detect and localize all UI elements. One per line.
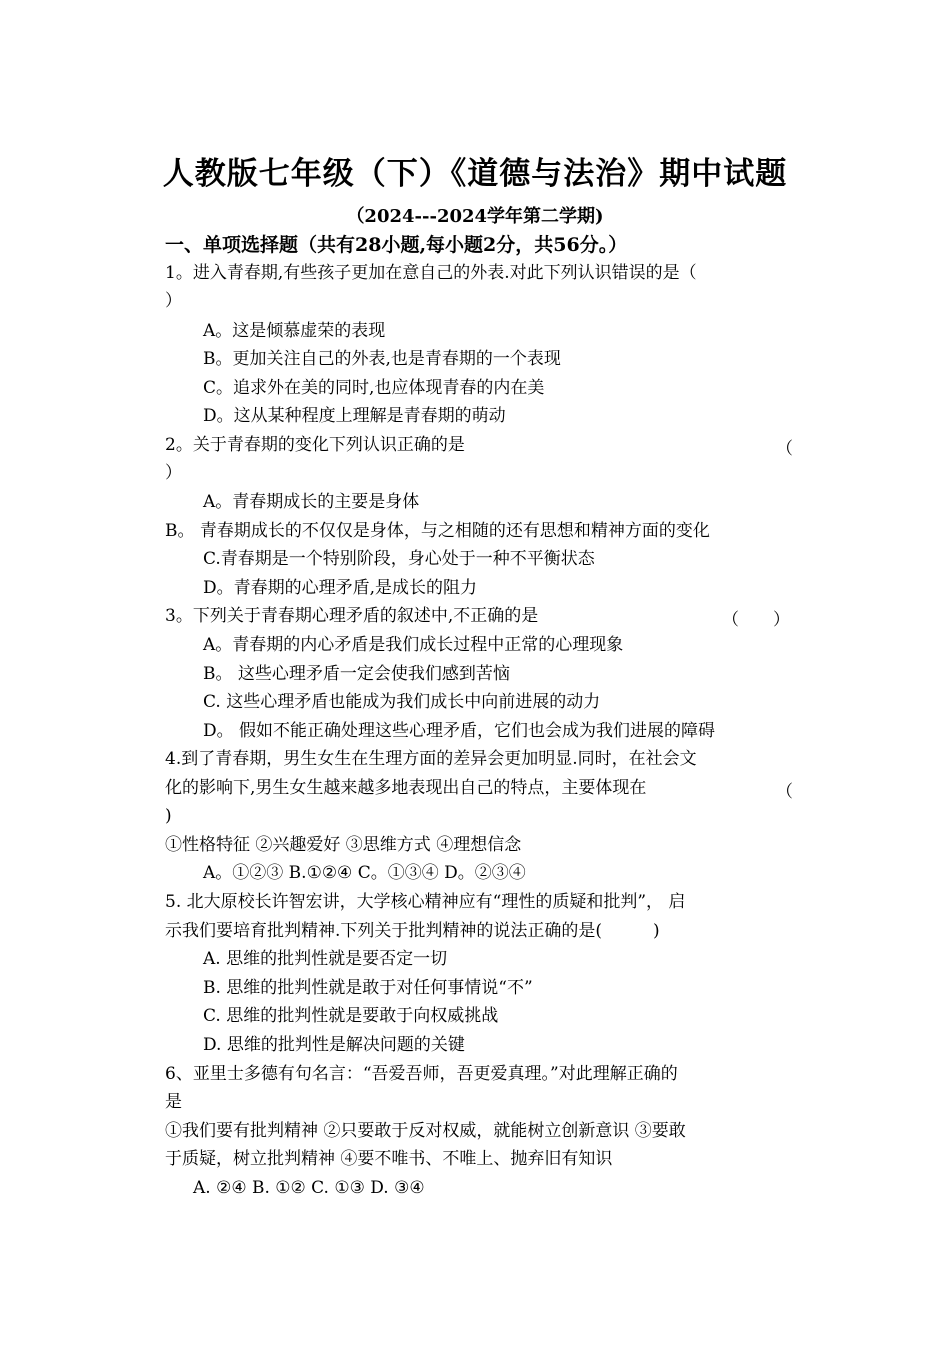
question-6-items-cont: 于质疑，树立批判精神 ④要不唯书、不唯上、抛弃旧有知识 xyxy=(165,1149,613,1169)
question-4-stem-cont: 化的影响下,男生女生越来越多地表现出自己的特点，主要体现在 xyxy=(165,778,647,798)
question-1-option-a: A。这是倾慕虚荣的表现 xyxy=(203,321,386,341)
question-6-stem: 6、亚里士多德有句名言：“吾爱吾师，吾更爱真理。”对此理解正确的 xyxy=(165,1064,678,1084)
question-1-option-c: C。追求外在美的同时,也应体现青春的内在美 xyxy=(203,378,545,398)
question-5-option-a: A. 思维的批判性就是要否定一切 xyxy=(203,949,448,969)
question-4-paren: （ xyxy=(776,782,793,802)
question-6-stem-end: 是 xyxy=(165,1092,182,1112)
question-3-paren: （ ） xyxy=(722,610,790,630)
question-2-option-c: C.青春期是一个特别阶段，身心处于一种不平衡状态 xyxy=(203,549,595,569)
question-3-option-d: D。 假如不能正确处理这些心理矛盾，它们也会成为我们进展的障碍 xyxy=(203,721,716,741)
question-2-option-b: B。 青春期成长的不仅仅是身体，与之相随的还有思想和精神方面的变化 xyxy=(165,521,710,541)
question-3-option-b: B。 这些心理矛盾一定会使我们感到苦恼 xyxy=(203,664,510,684)
question-4-items: ①性格特征 ②兴趣爱好 ③思维方式 ④理想信念 xyxy=(165,835,522,855)
question-1-option-b: B。更加关注自己的外表,也是青春期的一个表现 xyxy=(203,349,561,369)
question-1-option-d: D。这从某种程度上理解是青春期的萌动 xyxy=(203,406,506,426)
page-title: 人教版七年级（下）《道德与法治》期中试题 xyxy=(162,156,788,192)
question-2-option-d: D。青春期的心理矛盾,是成长的阻力 xyxy=(203,578,478,598)
question-2-paren: （ xyxy=(776,439,793,459)
question-2-option-a: A。青春期成长的主要是身体 xyxy=(203,492,420,512)
question-6-items: ①我们要有批判精神 ②只要敢于反对权威，就能树立创新意识 ③要敢 xyxy=(165,1121,686,1141)
question-5-option-d: D. 思维的批判性是解决问题的关键 xyxy=(203,1035,465,1055)
question-2-stem-end: ） xyxy=(165,463,182,483)
question-3-option-c: C. 这些心理矛盾也能成为我们成长中向前进展的动力 xyxy=(203,692,601,712)
question-5-stem: 5. 北大原校长许智宏讲，大学核心精神应有“理性的质疑和批判”， 启 xyxy=(165,892,686,912)
section-heading: 一、单项选择题（共有28小题,每小题2分，共56分。） xyxy=(165,234,628,256)
question-5-option-b: B. 思维的批判性就是敢于对任何事情说“不” xyxy=(203,978,533,998)
question-4-stem-end: ) xyxy=(165,806,172,826)
question-3-option-a: A。青春期的内心矛盾是我们成长过程中正常的心理现象 xyxy=(203,635,624,655)
question-5-stem-cont: 示我们要培育批判精神.下列关于批判精神的说法正确的是( ) xyxy=(165,921,660,941)
question-4-stem: 4.到了青春期，男生女生在生理方面的差异会更加明显.同时，在社会文 xyxy=(165,749,697,769)
question-1-stem: 1。进入青春期,有些孩子更加在意自己的外表.对此下列认识错误的是（ xyxy=(165,263,697,283)
question-3-stem: 3。下列关于青春期心理矛盾的叙述中,不正确的是 xyxy=(165,606,539,626)
question-4-options: A。①②③ B.①②④ C。①③④ D。②③④ xyxy=(203,863,526,883)
question-2-stem: 2。关于青春期的变化下列认识正确的是 xyxy=(165,435,465,455)
question-1-stem-end: ） xyxy=(165,291,182,311)
question-5-option-c: C. 思维的批判性就是要敢于向权威挑战 xyxy=(203,1006,499,1026)
page-subtitle: （2024---2024学年第二学期) xyxy=(346,206,604,227)
question-6-options: A. ②④ B. ①② C. ①③ D. ③④ xyxy=(193,1178,425,1198)
